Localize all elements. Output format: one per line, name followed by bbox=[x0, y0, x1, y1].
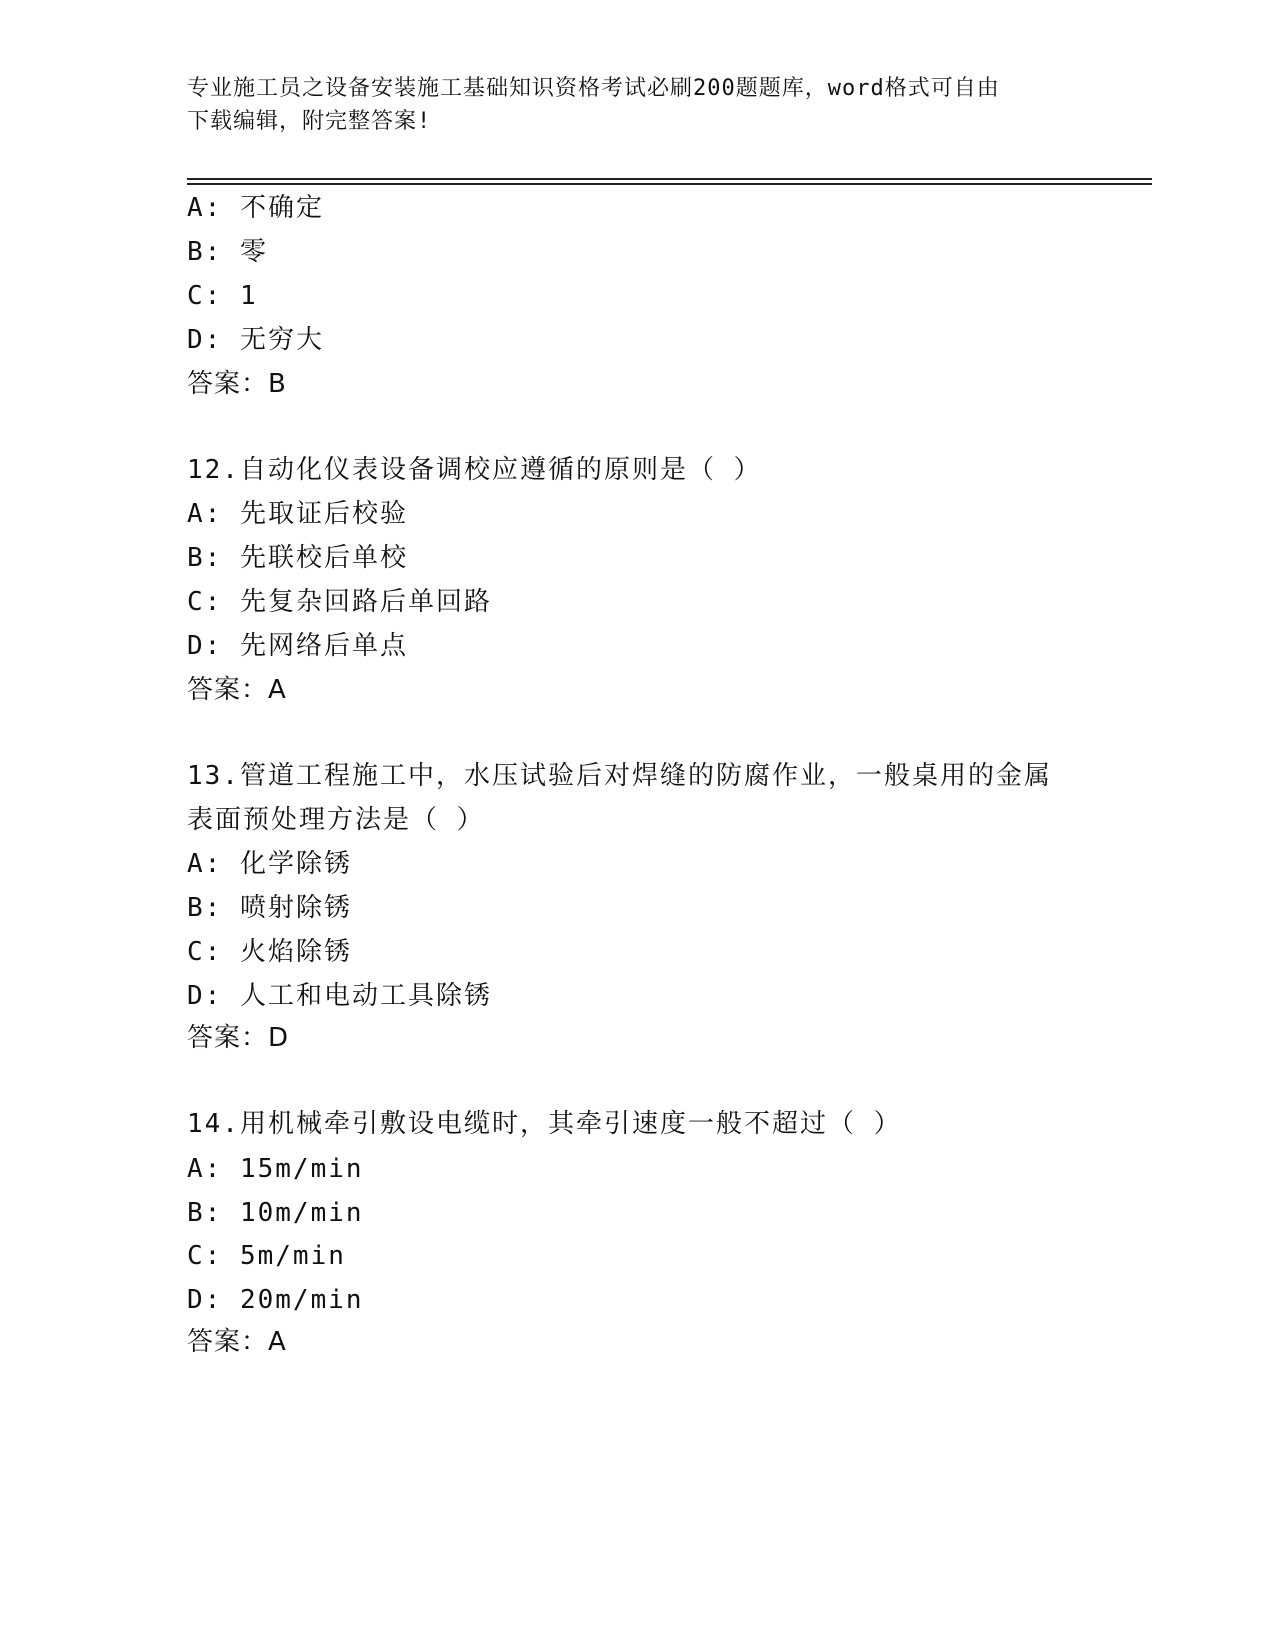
header-rule-bottom bbox=[187, 183, 1152, 185]
answer: 答案：D bbox=[187, 1023, 290, 1053]
option-a: A: 先取证后校验 bbox=[187, 499, 408, 529]
option-d: D: 无穷大 bbox=[187, 325, 324, 355]
header-line-1: 专业施工员之设备安装施工基础知识资格考试必刷200题题库，word格式可自由 bbox=[187, 76, 1000, 101]
answer: 答案：B bbox=[187, 369, 287, 399]
question-stem-line-1: 13.管道工程施工中，水压试验后对焊缝的防腐作业，一般桌用的金属 bbox=[187, 761, 1052, 791]
option-d: D: 先网络后单点 bbox=[187, 631, 408, 661]
document-header bbox=[187, 72, 1077, 138]
question-stem: 12.自动化仪表设备调校应遵循的原则是（ ） bbox=[187, 455, 762, 485]
option-b: B: 喷射除锈 bbox=[187, 893, 352, 923]
question-stem: 14.用机械牵引敷设电缆时，其牵引速度一般不超过（ ） bbox=[187, 1109, 902, 1139]
option-b: B: 零 bbox=[187, 237, 268, 267]
option-c: C: 1 bbox=[187, 281, 258, 311]
option-d: D: 人工和电动工具除锈 bbox=[187, 981, 492, 1011]
option-b: B: 先联校后单校 bbox=[187, 543, 408, 573]
option-a: A: 化学除锈 bbox=[187, 849, 352, 879]
header-line-2: 下载编辑，附完整答案! bbox=[187, 109, 432, 134]
option-a: A: 15m/min bbox=[187, 1154, 364, 1184]
answer: 答案：A bbox=[187, 675, 287, 705]
header-rule-top bbox=[187, 178, 1152, 180]
option-b: B: 10m/min bbox=[187, 1198, 364, 1228]
question-stem-line-2: 表面预处理方法是（ ） bbox=[187, 805, 485, 835]
option-a: A: 不确定 bbox=[187, 193, 324, 223]
option-c: C: 5m/min bbox=[187, 1241, 346, 1271]
option-c: C: 先复杂回路后单回路 bbox=[187, 587, 492, 617]
answer: 答案：A bbox=[187, 1327, 287, 1357]
option-c: C: 火焰除锈 bbox=[187, 937, 352, 967]
option-d: D: 20m/min bbox=[187, 1285, 364, 1315]
